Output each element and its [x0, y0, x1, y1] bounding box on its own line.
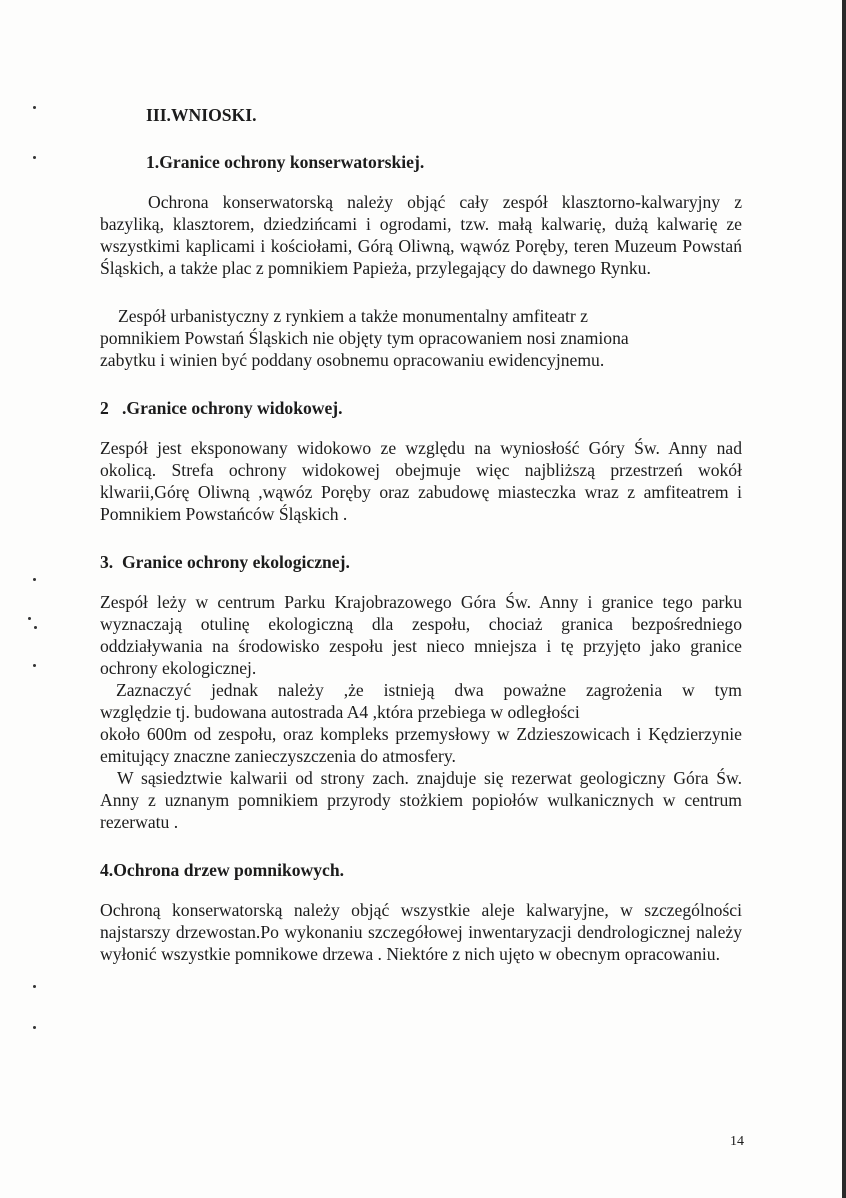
section-3-paragraph-2-rest: około 600m od zespołu, oraz kompleks przemysłowy w Zdzieszowicach i Kędzierzynie emitujący znaczne zanieczyszczenia do atmosfery.: [100, 724, 742, 766]
scan-speck: [33, 1026, 36, 1029]
section-1-paragraph-2: [100, 305, 742, 371]
scan-speck: [33, 106, 36, 109]
section-1-paragraph-1: Ochrona konserwatorską należy objąć cały zespół klasztorno-kalwaryjny z bazyliką, klasztorem, dziedzińcami i ogrodami, tzw. małą kalwarię, dużą kalwarię ze wszystkimi kaplicami i kościołami, Górą Oliwną, wąwóz Poręby, teren Muzeum Powstań Śląskich, a także plac z pomnikiem Papieża, przylegający do dawnego Rynku.: [100, 192, 742, 278]
section-3-paragraph-2: [100, 679, 742, 767]
section-3-title: 3. Granice ochrony ekologicznej.: [100, 552, 350, 572]
page-number: 14: [730, 1134, 744, 1149]
section-3-paragraph-1: Zespół leży w centrum Parku Krajobrazowego Góra Św. Anny i granice tego parku wyznaczają otulinę ekologiczną dla zespołu, chociaż granica bezpośredniego oddziaływania na środowisko zespołu jest nieco mniejsza i tę przyjęto jako granice ochrony ekologicznej.: [100, 592, 742, 678]
section-2-paragraph-1: Zespół jest eksponowany widokowo ze względu na wyniosłość Góry Św. Anny nad okolicą. Strefa ochrony widokowej obejmuje więc najbliższą przestrzeń wokół klwarii,Górę Oliwną ,wąwóz Poręby oraz zabudowę miasteczka wraz z amfiteatrem i Pomnikiem Powstańców Śląskich .: [100, 438, 742, 524]
chapter-heading: III.WNIOSKI.: [146, 105, 257, 125]
section-3-paragraph-2-line-2: względzie tj. budowana autostrada A4 ,która przebiega w odległości: [100, 702, 580, 722]
scan-speck: [33, 578, 36, 581]
section-1-paragraph-2-line-3: zabytku i winien być poddany osobnemu opracowaniu ewidencyjnemu.: [100, 350, 605, 370]
document-body: [100, 104, 742, 991]
section-4-paragraph-1: Ochroną konserwatorską należy objąć wszystkie aleje kalwaryjne, w szczególności najstarszy drzewostan.Po wykonaniu szczegółowej inwentaryzacji dendrologicznej należy wyłonić wszystkie pomnikowe drzewa . Niektóre z nich ujęto w obecnym opracowaniu.: [100, 900, 742, 964]
scan-speck: [34, 626, 37, 629]
scan-speck: [28, 617, 31, 620]
section-3-paragraph-3: W sąsiedztwie kalwarii od strony zach. znajduje się rezerwat geologiczny Góra Św. Anny z uznanym pomnikiem przyrody stożkiem popiołów wulkanicznych w centrum rezerwatu .: [100, 768, 742, 832]
scan-speck: [33, 985, 36, 988]
section-2-title: 2 .Granice ochrony widokowej.: [100, 398, 343, 418]
scan-speck: [33, 156, 36, 159]
section-1-paragraph-2-line-1: Zespół urbanistyczny z rynkiem a także monumentalny amfiteatr z: [118, 306, 588, 326]
section-1-paragraph-2-line-2: pomnikiem Powstań Śląskich nie objęty tym opracowaniem nosi znamiona: [100, 328, 629, 348]
scan-speck: [33, 664, 36, 667]
section-4-title: 4.Ochrona drzew pomnikowych.: [100, 860, 345, 880]
section-3-paragraph-2-line-1: Zaznaczyć jednak należy ,że istnieją dwa poważne zagrożenia w tym: [116, 680, 742, 700]
section-1-title: 1.Granice ochrony konserwatorskiej.: [146, 152, 425, 172]
